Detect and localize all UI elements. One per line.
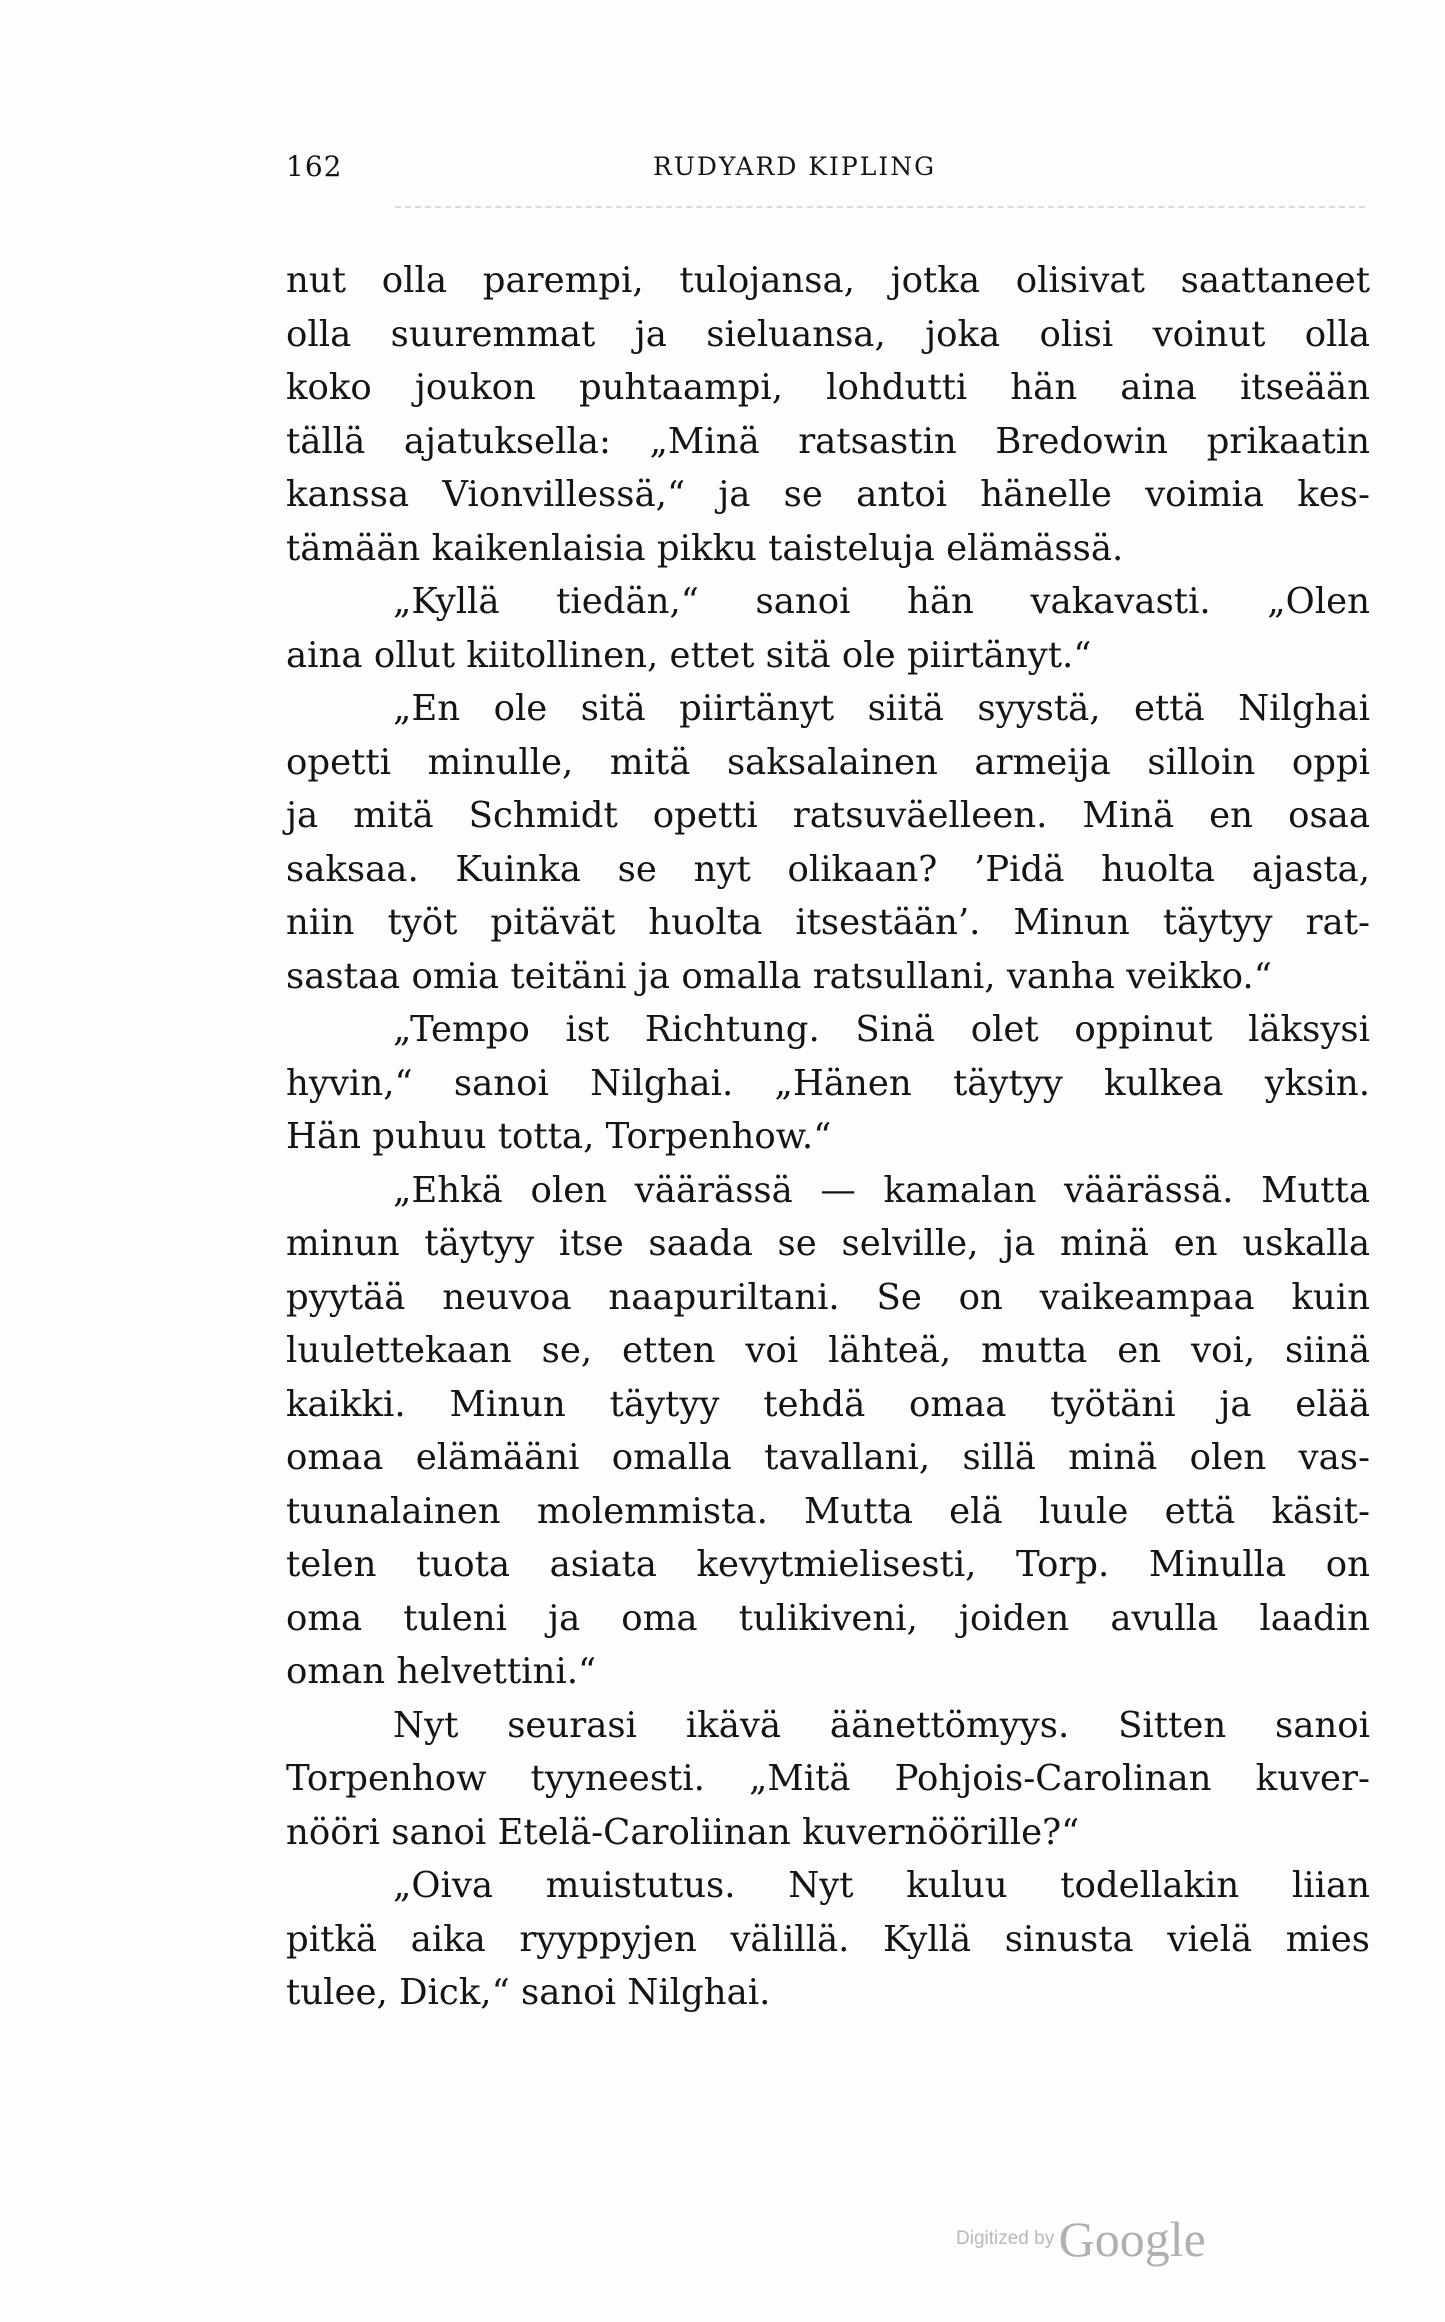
page-header xyxy=(286,150,1046,190)
page-number: 162 xyxy=(286,150,343,183)
text-line: tällä ajatuksella: „Minä ratsastin Bredowin prikaatin xyxy=(286,420,1370,462)
text-line: oman helvettini.“ xyxy=(286,1651,597,1692)
text-line: nut olla parempi, tulojansa, jotka olisivat saattaneet xyxy=(286,260,1370,301)
text-line: opetti minulle, mitä saksalainen armeija silloin oppi xyxy=(286,741,1370,783)
text-line: koko joukon puhtaampi, lohdutti hän aina itseään xyxy=(286,367,1370,408)
text-line: minun täytyy itse saada se selville, ja minä en uskalla xyxy=(286,1223,1370,1264)
text-line: „Ehkä olen väärässä — kamalan väärässä. Mutta xyxy=(393,1169,1370,1211)
text-line: omaa elämääni omalla tavallani, sillä minä olen vas- xyxy=(286,1437,1370,1478)
text-line: tämään kaikenlaisia pikku taisteluja elämässä. xyxy=(286,527,1124,569)
google-logo: Google xyxy=(1058,2211,1206,2267)
text-line: „Tempo ist Richtung. Sinä olet oppinut läksysi xyxy=(393,1009,1370,1050)
text-line: tulee, Dick,“ sanoi Nilghai. xyxy=(286,1972,771,2013)
header-rule xyxy=(395,206,1365,210)
text-line: „Oiva muistutus. Nyt kuluu todellakin liian xyxy=(393,1865,1370,1906)
text-line: aina ollut kiitollinen, ettet sitä ole piirtänyt.“ xyxy=(286,634,1092,676)
body-text xyxy=(286,254,1370,2020)
text-line: saksaa. Kuinka se nyt olikaan? ’Pidä huolta ajasta, xyxy=(286,848,1370,890)
text-line: kanssa Vionvillessä,“ ja se antoi hänelle voimia kes- xyxy=(286,474,1370,515)
text-line: niin työt pitävät huolta itsestään’. Minun täytyy rat- xyxy=(286,902,1370,943)
text-line: ja mitä Schmidt opetti ratsuväelleen. Minä en osaa xyxy=(286,795,1370,836)
text-line: pyytää neuvoa naapuriltani. Se on vaikeampaa kuin xyxy=(286,1276,1370,1318)
text-line: telen tuota asiata kevytmielisesti, Torp. Minulla on xyxy=(286,1544,1370,1585)
text-line: olla suuremmat ja sieluansa, joka olisi voinut olla xyxy=(286,313,1370,355)
text-line: pitkä aika ryyppyjen välillä. Kyllä sinusta vielä mies xyxy=(286,1918,1370,1960)
text-line: Hän puhuu totta, Torpenhow.“ xyxy=(286,1116,832,1157)
text-line: „En ole sitä piirtänyt siitä syystä, että Nilghai xyxy=(393,688,1370,729)
text-line: nööri sanoi Etelä-Caroliinan kuvernöörille?“ xyxy=(286,1811,1080,1853)
text-line: oma tuleni ja oma tulikiveni, joiden avulla laadin xyxy=(286,1597,1370,1639)
text-line: „Kyllä tiedän,“ sanoi hän vakavasti. „Olen xyxy=(393,581,1370,622)
text-line: kaikki. Minun täytyy tehdä omaa työtäni ja elää xyxy=(286,1383,1370,1425)
text-line: luulettekaan se, etten voi lähteä, mutta en voi, siinä xyxy=(286,1330,1370,1371)
running-head: RUDYARD KIPLING xyxy=(653,152,937,181)
text-line: hyvin,“ sanoi Nilghai. „Hänen täytyy kulkea yksin. xyxy=(286,1062,1370,1104)
digitization-watermark xyxy=(956,2210,1206,2268)
text-line: Torpenhow tyyneesti. „Mitä Pohjois-Carolinan kuver- xyxy=(286,1758,1370,1799)
text-line: tuunalainen molemmista. Mutta elä luule että käsit- xyxy=(286,1490,1370,1532)
watermark-prefix: Digitized by xyxy=(956,2228,1055,2249)
text-line: sastaa omia teitäni ja omalla ratsullani, vanha veikko.“ xyxy=(286,955,1272,997)
text-line: Nyt seurasi ikävä äänettömyys. Sitten sanoi xyxy=(393,1704,1370,1746)
